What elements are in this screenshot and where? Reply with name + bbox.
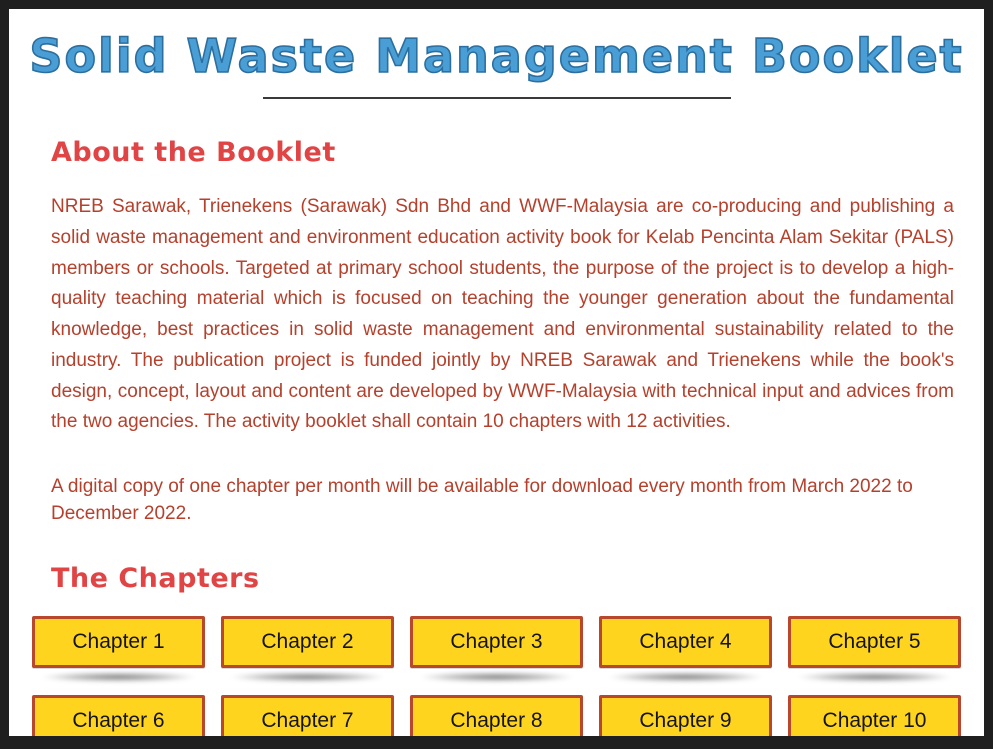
chapter-6-button[interactable]: Chapter 6 bbox=[32, 695, 205, 736]
booklet-page bbox=[9, 9, 984, 736]
availability-note: A digital copy of one chapter per month will be available for download every month from March 2022 to December 2022. bbox=[51, 476, 913, 524]
title-underline-divider bbox=[263, 97, 731, 99]
about-paragraph: NREB Sarawak, Trienekens (Sarawak) Sdn Bhd and WWF-Malaysia are co-producing and publishing a solid waste management and environment education activity book for Kelab Pencinta Alam Sekitar (PALS) members or schools. Targeted at primary school students, the purpose of the project is to develop a high-quality teaching material which is focused on teaching the younger generation about the fundamental knowledge, best practices in solid waste management and environmental sustainability related to the industry. The publication project is funded jointly by NREB Sarawak and Trienekens while the book's design, concept, layout and content are developed by WWF-Malaysia with technical input and advices from the two agencies. The activity booklet shall contain 10 chapters with 12 activities. bbox=[51, 196, 954, 433]
chapter-1-button[interactable]: Chapter 1 bbox=[32, 616, 205, 668]
chapter-button-grid bbox=[32, 616, 961, 736]
chapter-9-button[interactable]: Chapter 9 bbox=[599, 695, 772, 736]
chapter-3-button[interactable]: Chapter 3 bbox=[410, 616, 583, 668]
about-heading: About the Booklet bbox=[51, 137, 336, 168]
chapter-8-button[interactable]: Chapter 8 bbox=[410, 695, 583, 736]
chapter-7-button[interactable]: Chapter 7 bbox=[221, 695, 394, 736]
chapter-4-button[interactable]: Chapter 4 bbox=[599, 616, 772, 668]
chapter-10-button[interactable]: Chapter 10 bbox=[788, 695, 961, 736]
page-title: Solid Waste Management Booklet bbox=[29, 29, 964, 83]
chapter-5-button[interactable]: Chapter 5 bbox=[788, 616, 961, 668]
chapter-2-button[interactable]: Chapter 2 bbox=[221, 616, 394, 668]
chapters-heading: The Chapters bbox=[51, 563, 260, 595]
